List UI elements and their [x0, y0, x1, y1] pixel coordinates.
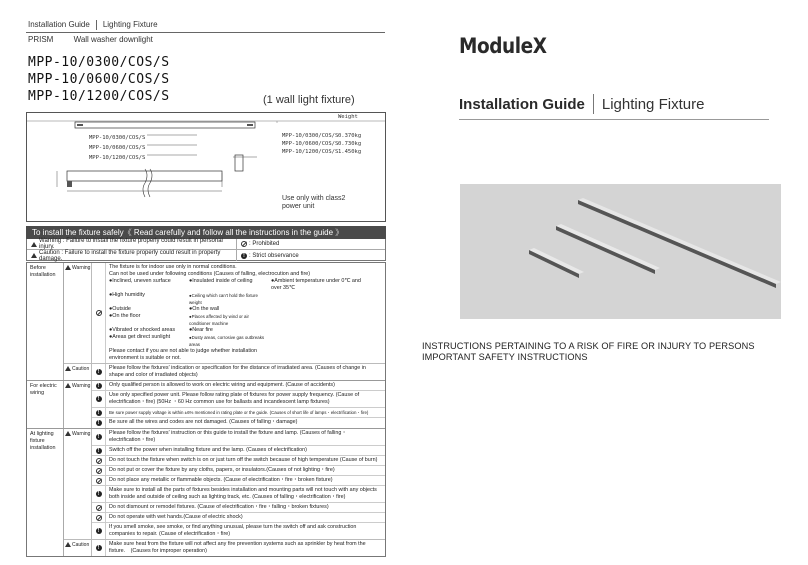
prohibited-icon — [241, 241, 247, 247]
caution-text: Please follow the fixtures' indication or specification for the distance of irradiated area. (Causes of change in shape and color of irradiated objects) — [109, 365, 366, 378]
bullet: ●Dusty areas, corrosive gas outbreaks areas — [189, 335, 265, 347]
drawing-label: MPP-10/0600/COS/S — [89, 145, 146, 151]
section-label: For electric wiring — [27, 381, 64, 428]
section-label: At lighting fixture installation — [27, 429, 64, 556]
fixture-instruction: Do not operate with wet hands.(Cause of electric shock) — [109, 514, 243, 520]
model-number: MPP-10/1200/COS/S — [28, 89, 170, 104]
condition-line: The fixture is for indoor use only in normal conditions. — [109, 264, 237, 270]
title-rule — [459, 119, 769, 120]
fixture-instruction: Do not touch the fixture when switch is on or just turn off the switch because of high temperature (Cause of burn) — [109, 457, 378, 463]
bullet: ●Outside — [109, 306, 131, 312]
prohibited-icon — [96, 310, 102, 316]
prohibited-icon — [96, 478, 102, 484]
caution-text: Make sure heat from the fixture will not affect any fire prevention systems such as sprinkler by heat from the fixture. (Causes for improper operation) — [109, 541, 366, 554]
fixture-instruction: Switch off the power when installing fixture and the lamp. (Causes of electrification) — [109, 447, 307, 453]
bullet — [271, 306, 371, 313]
bullet: ●Vibrated or shocked areas — [109, 327, 176, 333]
section-before-installation — [27, 263, 385, 381]
strict-observance-icon: ! — [96, 448, 102, 454]
header-left-label: Installation Guide — [28, 20, 90, 29]
kind-label: Caution — [72, 542, 90, 548]
fixture-instruction: Do not dismount or remodel fixtures. (Cause of electrification・fire・falling・broken fixtures) — [109, 504, 329, 510]
page-header — [28, 20, 158, 30]
bullet: ●Ambient temperature under 0℃ and over 35℃ — [271, 278, 361, 291]
bullet: ●Places affected by wind or air conditioner machine — [189, 314, 249, 326]
product-illustration — [460, 184, 781, 319]
left-page — [0, 0, 395, 565]
bullet: ●Insulated inside of ceiling — [189, 278, 253, 284]
weight-model: MPP-10/0600/COS/S — [282, 141, 339, 147]
strict-observance-icon: ! — [96, 545, 102, 551]
caution-icon — [65, 542, 71, 547]
legend-prohibited: : Prohibited — [249, 241, 280, 247]
bullet: ●Inclined, uneven surface — [109, 278, 171, 284]
fixture-type: Wall washer downlight — [73, 35, 153, 44]
strict-observance-icon: ! — [96, 491, 102, 497]
bullet: ●Near fire — [189, 327, 213, 333]
strict-observance-icon: ! — [241, 253, 247, 259]
bullet — [271, 313, 371, 327]
strict-observance-icon: ! — [96, 434, 102, 440]
weight-header: Weight — [338, 114, 358, 120]
strict-observance-icon: ! — [96, 410, 102, 416]
header-separator — [96, 20, 97, 30]
weight-value: 0.370kg — [338, 133, 362, 139]
drawing-label: MPP-10/1200/COS/S — [89, 155, 146, 161]
fixture-instruction: If you smell smoke, see smoke, or find anything unusual, please turn the switch off and ask construction companies to repair. (Cause of electrification・fire) — [109, 524, 357, 537]
warning-icon — [31, 242, 37, 247]
kind-label: Caution — [72, 366, 90, 372]
weight-model: MPP-10/0300/COS/S — [282, 133, 339, 139]
legend-warning: Warning : Failure to install the fixture properly could result in personal injury. — [39, 238, 223, 250]
bullet — [271, 334, 371, 348]
bullet: ●On the wall — [189, 306, 220, 312]
kind-label: Warning — [72, 383, 91, 389]
weight-model: MPP-10/1200/COS/S — [282, 149, 339, 155]
wall-light-note: (1 wall light fixture) — [263, 94, 355, 106]
bullet: ●Ceiling which can't hold the fixture weight — [189, 293, 258, 305]
series-name: PRISM — [28, 35, 54, 44]
brand-logo: ModuleX — [459, 34, 547, 58]
kind-label: Warning — [72, 431, 91, 437]
model-number: MPP-10/0300/COS/S — [28, 55, 170, 70]
wiring-instruction: Be sure all the wires and codes are not damaged. (Causes of falling・damage) — [109, 419, 298, 425]
warning-icon — [65, 265, 71, 270]
class2-note — [282, 195, 345, 211]
fixture-instruction: Do not place any metallic or flammable objects. (Cause of electrification・fire・broken fixture) — [109, 477, 333, 483]
wiring-instruction: Be sure power supply voltage is within ±6% mentioned in rating plate or the guide. (Causes of short life of lamps・electrification・fire) — [109, 410, 369, 415]
contact-note: Please contact if you are not able to judge whether installation environment is suitable or not. — [109, 348, 258, 361]
subhead — [28, 35, 153, 44]
bullet: ●On the floor — [109, 313, 141, 319]
title-main: Installation Guide — [459, 95, 585, 113]
caution-icon — [31, 253, 37, 258]
prohibited-icon — [96, 468, 102, 474]
section-fixture-installation — [27, 429, 385, 556]
warning-icon — [65, 383, 71, 388]
wiring-instruction: Use only specified power unit. Please follow rating plate of fixtures for power supply frequency. (Cause of electrification・fire) (50Hz ・60 Hz common use for ballasts and incandescent lamp fixtures) — [109, 392, 360, 405]
safety-warning-heading: INSTRUCTIONS PERTAINING TO A RISK OF FIRE OR INJURY TO PERSONS IMPORTANT SAFETY INSTRUCTIONS — [422, 341, 755, 362]
strict-observance-icon: ! — [96, 383, 102, 389]
kind-label: Warning — [72, 265, 91, 271]
section-electric-wiring — [27, 381, 385, 429]
wiring-instruction: Only qualified person is allowed to work on electric wiring and equipment. (Cause of accidents) — [109, 382, 335, 388]
section-label: Before installation — [27, 263, 64, 380]
legend-caution: Caution : Failure to install the fixture properly could result in property damage. — [39, 249, 221, 262]
prohibited-icon — [96, 458, 102, 464]
strict-observance-icon: ! — [96, 369, 102, 375]
prohibited-icon — [96, 515, 102, 521]
bullet — [271, 327, 371, 334]
strict-observance-icon: ! — [96, 420, 102, 426]
symbol-legend — [26, 239, 386, 261]
warning-icon — [65, 431, 71, 436]
strict-observance-icon: ! — [96, 528, 102, 534]
install-safely-bar: To install the fixture safely《 Read carefully and follow all the instructions in the guide 》 — [26, 226, 386, 239]
model-list — [28, 54, 170, 105]
caution-icon — [65, 366, 71, 371]
condition-line: Can not be used under following conditions (Causes of falling, electrocution and fire) — [109, 271, 311, 277]
weight-value: 0.730kg — [338, 141, 362, 147]
strict-observance-icon: ! — [96, 396, 102, 402]
drawing-label: MPP-10/0300/COS/S — [89, 135, 146, 141]
bullet — [271, 292, 371, 306]
model-number: MPP-10/0600/COS/S — [28, 72, 170, 87]
prohibited-icon — [96, 505, 102, 511]
legend-strict: : Strict observance — [249, 252, 299, 259]
bullet: ●Areas get direct sunlight — [109, 334, 171, 340]
fixture-instruction: Please follow the fixtures' instruction or this guide to install the fixture and lamp. (Causes of falling・electrification・fire) — [109, 430, 347, 443]
fixture-instruction: Make sure to install all the parts of fixtures besides installation and mounting parts will not touch with any objects both inside and outside of ceiling such as lighting track, etc. (Causes of falling・electrification・fire) — [109, 487, 377, 500]
weight-value: 1.450kg — [338, 149, 362, 155]
product-photo — [460, 184, 781, 319]
title-sub: Lighting Fixture — [601, 95, 705, 113]
header-rule — [26, 32, 385, 33]
title-separator — [593, 94, 594, 114]
condition-bullets — [109, 278, 382, 348]
right-page — [404, 0, 808, 565]
dimension-diagram — [26, 112, 386, 222]
bullet: ●High humidity — [109, 292, 145, 298]
class2-note-line: power unit — [282, 203, 315, 210]
fixture-instruction: Do not put or cover the fixture by any cloths, papers, or insulators.(Causes of not lighting・fire) — [109, 467, 335, 473]
header-right-label: Lighting Fixture — [102, 20, 158, 29]
safety-table — [26, 262, 386, 557]
guide-title — [459, 94, 704, 114]
class2-note-line: Use only with class2 — [282, 195, 346, 202]
